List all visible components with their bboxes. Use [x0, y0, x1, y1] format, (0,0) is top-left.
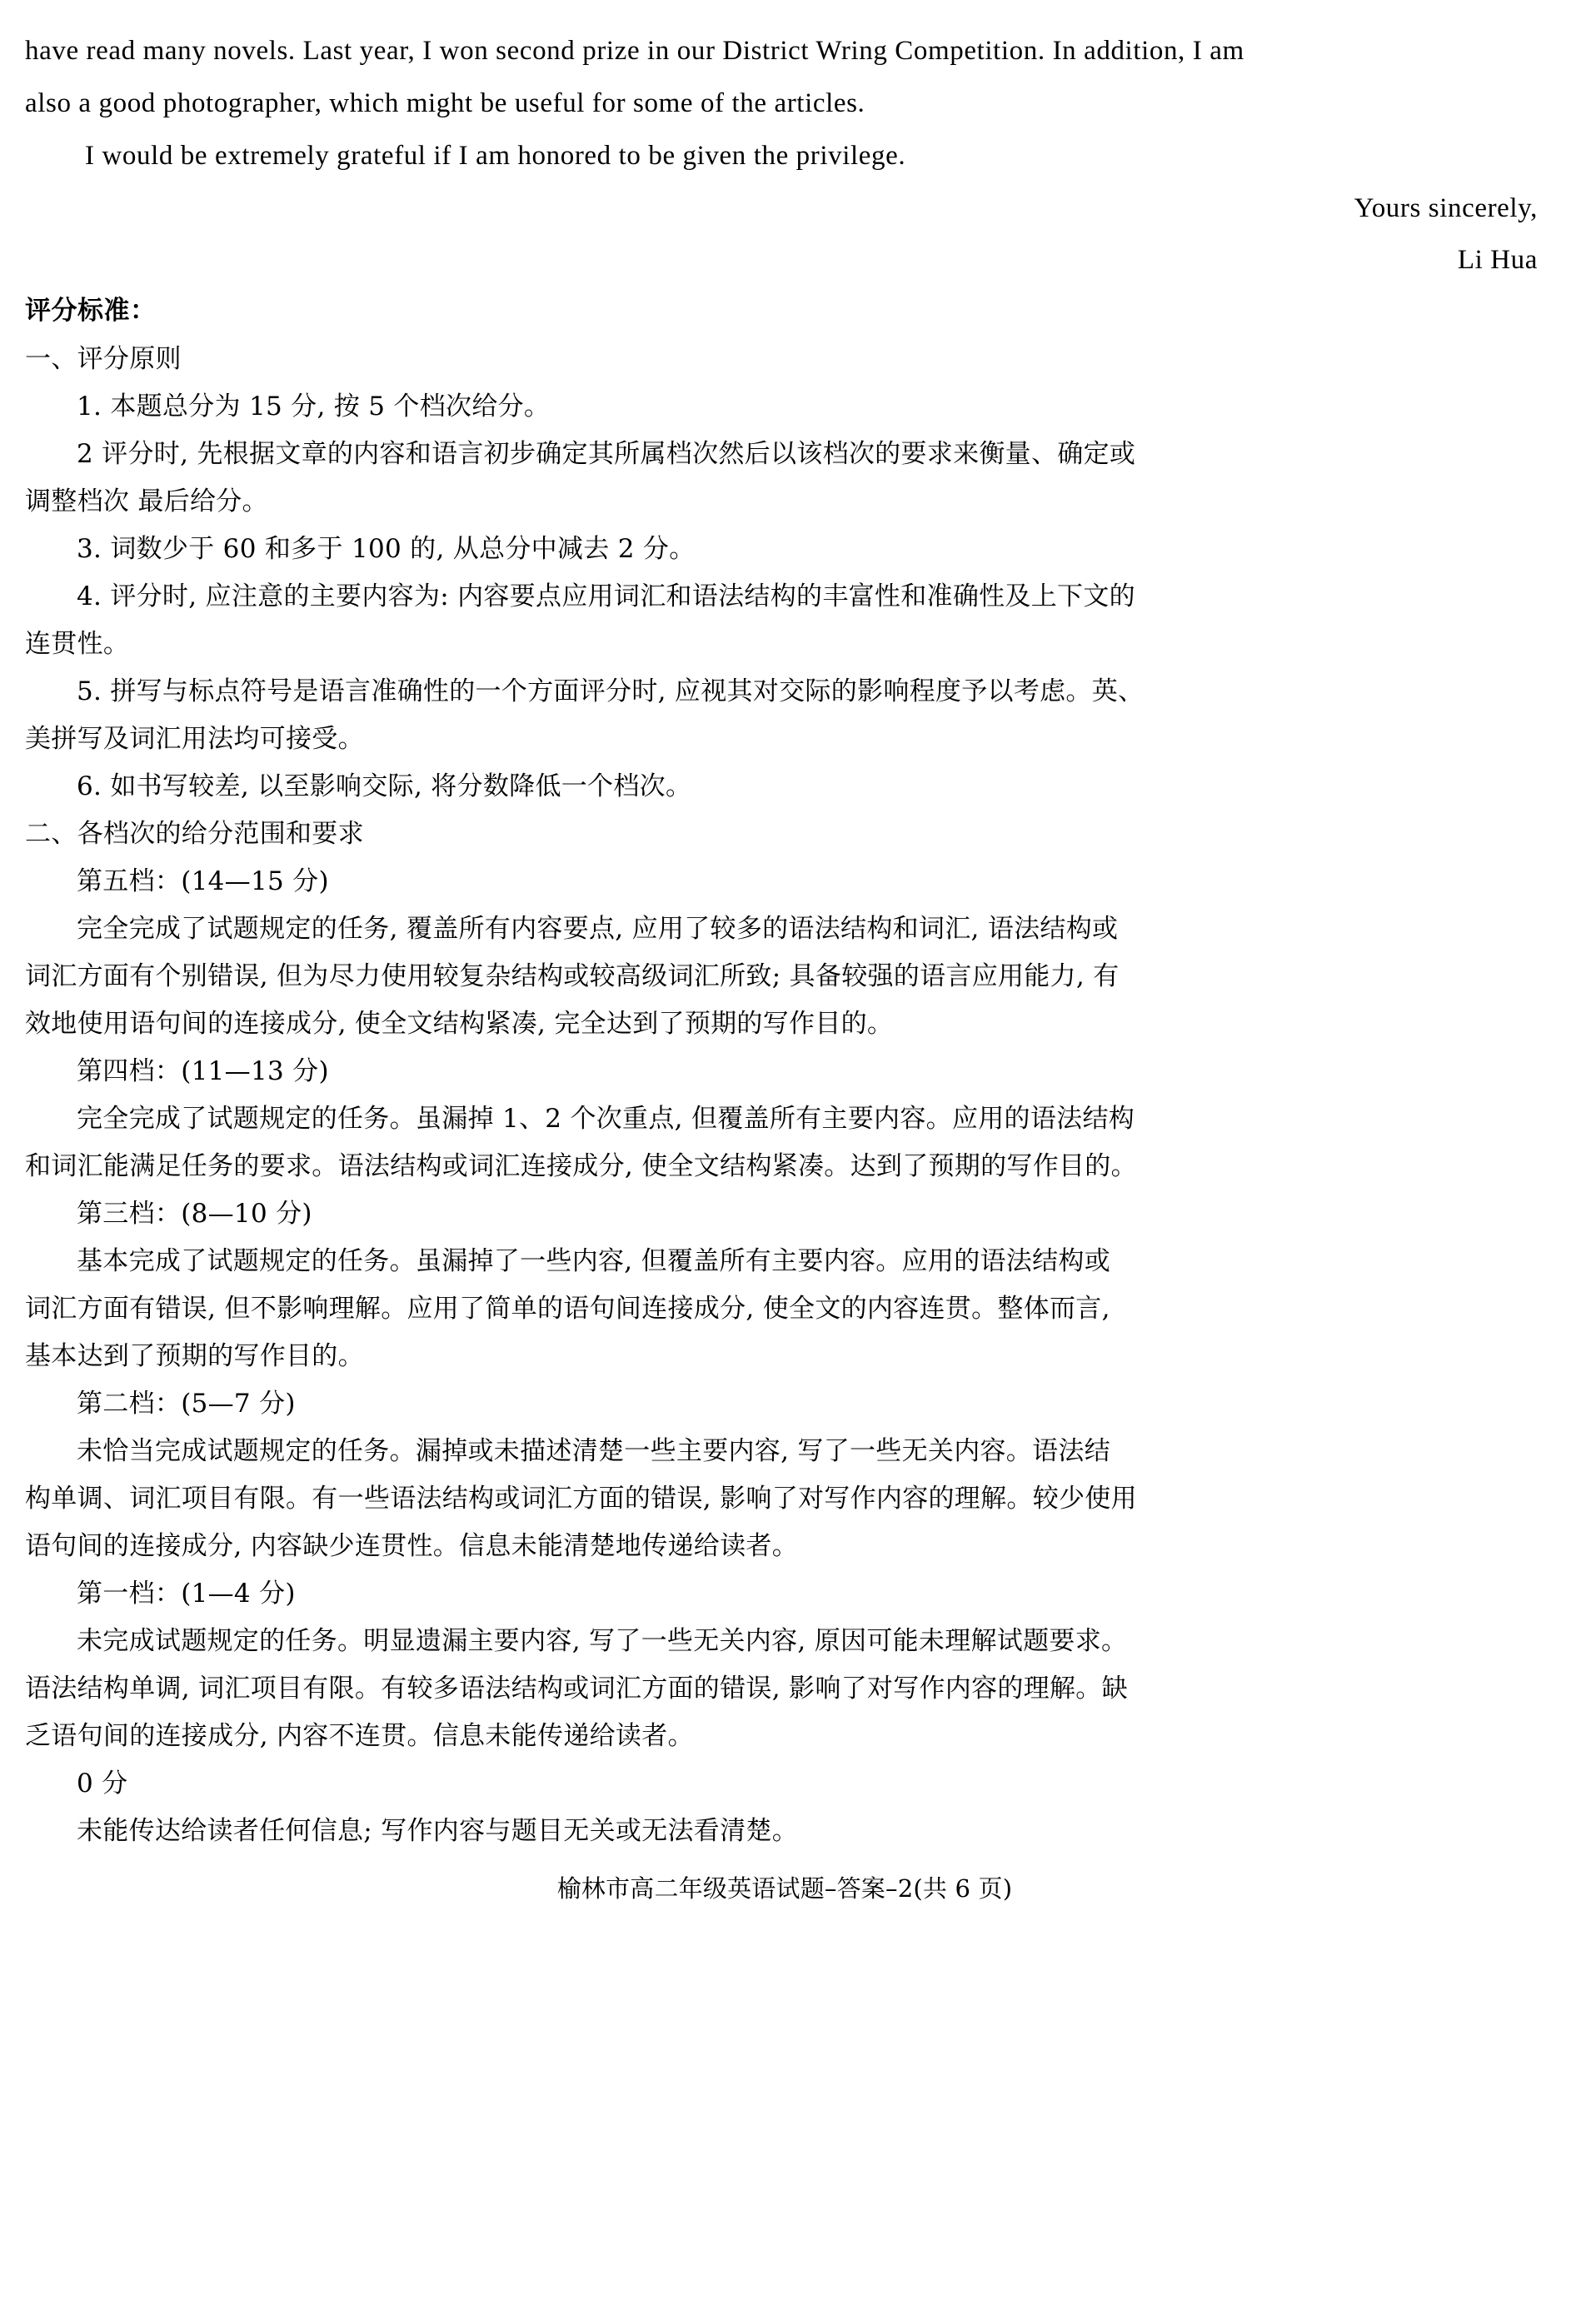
criteria-principle-4-line-1: 4. 评分时, 应注意的主要内容为: 内容要点应用词汇和语法结构的丰富性和准确性及上下文的	[77, 581, 1135, 611]
criteria-principle-2-line-1: 2 评分时, 先根据文章的内容和语言初步确定其所属档次然后以该档次的要求来衡量、确定或	[77, 439, 1136, 469]
level-2-line-3: 语句间的连接成分, 内容缺少连贯性。信息未能清楚地传递给读者。	[25, 1531, 799, 1561]
level-2-line-1: 未恰当完成试题规定的任务。漏掉或未描述清楚一些主要内容, 写了一些无关内容。语法结	[77, 1436, 1111, 1466]
level-3-line-2: 词汇方面有错误, 但不影响理解。应用了简单的语句间连接成分, 使全文的内容连贯。整体而言,	[25, 1294, 1110, 1324]
criteria-principle-2-line-2: 调整档次 最后给分。	[25, 486, 268, 516]
level-4-line-1: 完全完成了试题规定的任务。虽漏掉 1、2 个次重点, 但覆盖所有主要内容。应用的语法结构	[77, 1104, 1135, 1134]
level-3-line-1: 基本完成了试题规定的任务。虽漏掉了一些内容, 但覆盖所有主要内容。应用的语法结构或	[77, 1246, 1111, 1276]
level-4-line-2: 和词汇能满足任务的要求。语法结构或词汇连接成分, 使全文结构紧凑。达到了预期的写作目的。	[25, 1151, 1137, 1181]
level-1-label: 第一档：(1—4 分)	[77, 1579, 296, 1609]
level-5-line-3: 效地使用语句间的连接成分, 使全文结构紧凑, 完全达到了预期的写作目的。	[25, 1009, 894, 1039]
level-3-line-3: 基本达到了预期的写作目的。	[25, 1341, 364, 1371]
level-0-line-1: 未能传达给读者任何信息; 写作内容与题目无关或无法看清楚。	[77, 1816, 798, 1846]
level-2-label: 第二档：(5—7 分)	[77, 1389, 296, 1419]
level-0-label: 0 分	[77, 1769, 128, 1799]
level-5-line-2: 词汇方面有个别错误, 但为尽力使用较复杂结构或较高级词汇所致; 具备较强的语言应用能力, 有	[25, 961, 1120, 991]
criteria-principle-1: 1. 本题总分为 15 分, 按 5 个档次给分。	[77, 392, 551, 422]
criteria-title: 评分标准：	[25, 296, 157, 326]
letter-signature: Li Hua	[1457, 245, 1538, 275]
criteria-section-one-title: 一、评分原则	[25, 344, 182, 374]
letter-closing: Yours sincerely,	[1354, 193, 1538, 223]
letter-body-line-3: I would be extremely grateful if I am honored to be given the privilege.	[85, 141, 906, 171]
level-1-line-2: 语法结构单调, 词汇项目有限。有较多语法结构或词汇方面的错误, 影响了对写作内容的理解。缺	[25, 1674, 1128, 1704]
criteria-section-two-title: 二、各档次的给分范围和要求	[25, 819, 364, 849]
level-1-line-3: 乏语句间的连接成分, 内容不连贯。信息未能传递给读者。	[25, 1721, 694, 1751]
criteria-principle-3: 3. 词数少于 60 和多于 100 的, 从总分中减去 2 分。	[77, 534, 696, 564]
level-3-label: 第三档：(8—10 分)	[77, 1199, 312, 1229]
level-2-line-2: 构单调、词汇项目有限。有一些语法结构或词汇方面的错误, 影响了对写作内容的理解。较少使用	[25, 1484, 1137, 1514]
page-footer: 榆林市高二年级英语试题–答案–2(共 6 页)	[556, 1874, 1013, 1903]
criteria-principle-5-line-2: 美拼写及词汇用法均可接受。	[25, 724, 364, 754]
letter-body-line-1: have read many novels. Last year, I won second prize in our District Wring Competition. In addition, I am	[25, 36, 1244, 66]
criteria-principle-4-line-2: 连贯性。	[25, 629, 130, 659]
level-5-line-1: 完全完成了试题规定的任务, 覆盖所有内容要点, 应用了较多的语法结构和词汇, 语法结构或	[77, 914, 1119, 944]
level-5-label: 第五档：(14—15 分)	[77, 866, 329, 896]
level-1-line-1: 未完成试题规定的任务。明显遗漏主要内容, 写了一些无关内容, 原因可能未理解试题要求。	[77, 1626, 1128, 1656]
criteria-principle-6: 6. 如书写较差, 以至影响交际, 将分数降低一个档次。	[77, 771, 692, 801]
letter-body	[25, 25, 1544, 182]
level-4-label: 第四档：(11—13 分)	[77, 1056, 329, 1086]
criteria-principle-5-line-1: 5. 拼写与标点符号是语言准确性的一个方面评分时, 应视其对交际的影响程度予以考虑。英、	[77, 676, 1145, 706]
letter-body-line-2: also a good photographer, which might be useful for some of the articles.	[25, 88, 865, 118]
